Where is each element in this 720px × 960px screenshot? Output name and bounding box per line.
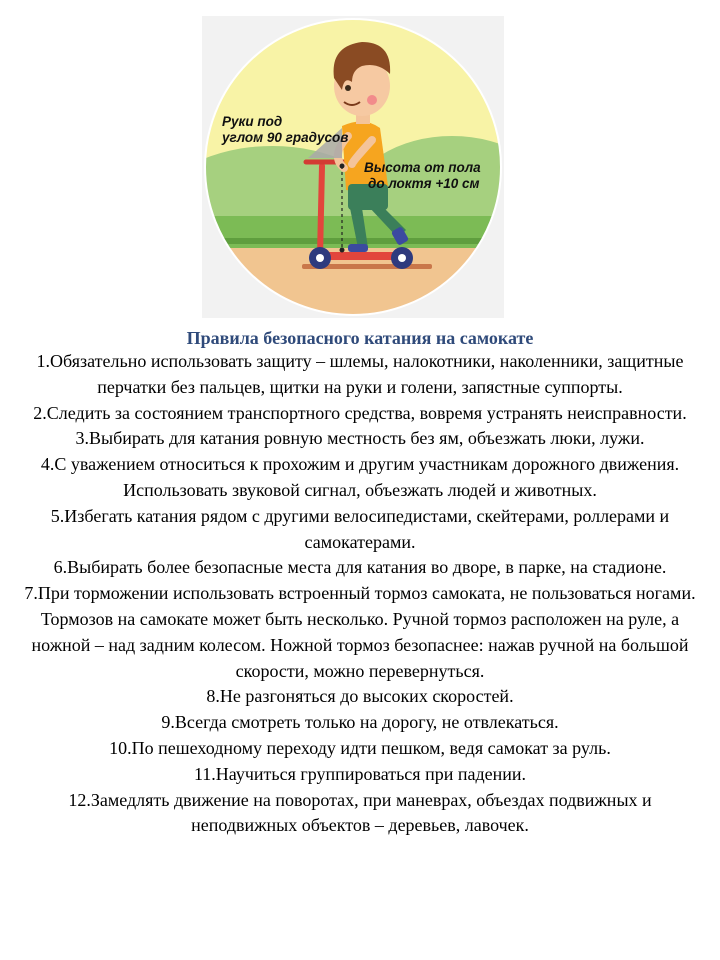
label-height-line2: до локтя +10 см bbox=[368, 176, 480, 191]
rule-item: 12.Замедлять движение на поворотах, при маневрах, объездах подвижных и неподвижных объектов – деревьев, лавочек. bbox=[68, 789, 652, 836]
rule-item: 8.Не разгоняться до высоких скоростей. bbox=[206, 686, 514, 707]
front-wheel-hub bbox=[316, 254, 324, 262]
elbow-point bbox=[340, 164, 345, 169]
rule-item: 5.Избегать катания рядом с другими велосипедистами, скейтерами, роллерами и самокатерами. bbox=[50, 505, 670, 552]
rules-list bbox=[16, 349, 704, 839]
grass-dark-line bbox=[202, 238, 504, 244]
kid-cheek bbox=[367, 95, 377, 105]
rule-item: 1.Обязательно использовать защиту – шлемы, налокотники, наколенники, защитные перчатки без пальцев, щитки на руки и голени, запястные суппорты. bbox=[36, 351, 684, 397]
label-arms-line2: углом 90 градусов bbox=[222, 130, 349, 145]
scooter-stem bbox=[320, 166, 322, 256]
label-arms-line1: Руки под bbox=[222, 114, 283, 129]
scooter-kid-picture bbox=[202, 16, 504, 318]
rule-item: 3.Выбирать для катания ровную местность без ям, объезжать люки, лужи. bbox=[75, 428, 645, 449]
kid-shoe-left bbox=[348, 244, 368, 252]
rule-item: 10.По пешеходному переходу идти пешком, ведя самокат за руль. bbox=[109, 737, 611, 758]
floor-point bbox=[340, 248, 345, 253]
label-height-line1: Высота от пола bbox=[364, 160, 481, 175]
rule-item: 4.С уважением относиться к прохожим и другим участникам дорожного движения. Использовать звуковой сигнал, объезжать людей и животных. bbox=[40, 454, 680, 500]
rule-item: 9.Всегда смотреть только на дорогу, не отвлекаться. bbox=[161, 712, 559, 733]
rule-item: 7.При торможении использовать встроенный тормоз самоката, не пользоваться ногами. Тормозов на самокате может быть несколько. Ручной тормоз расположен на руле, а ножной – над задним колесом. Ножной тормоз безопаснее: нажав ручной на большой скорости, можно перевернуться. bbox=[24, 583, 696, 681]
rear-wheel-hub bbox=[398, 254, 406, 262]
kid-eye bbox=[345, 85, 351, 91]
document-title: Правила безопасного катания на самокате bbox=[186, 328, 534, 348]
rule-item: 11.Научиться группироваться при падении. bbox=[193, 763, 527, 784]
scooter-illustration bbox=[202, 16, 504, 318]
rule-item: 6.Выбирать более безопасные места для катания во дворе, в парке, на стадионе. bbox=[53, 557, 667, 578]
rule-item: 2.Следить за состоянием транспортного средства, вовремя устранять неисправности. bbox=[33, 402, 687, 423]
